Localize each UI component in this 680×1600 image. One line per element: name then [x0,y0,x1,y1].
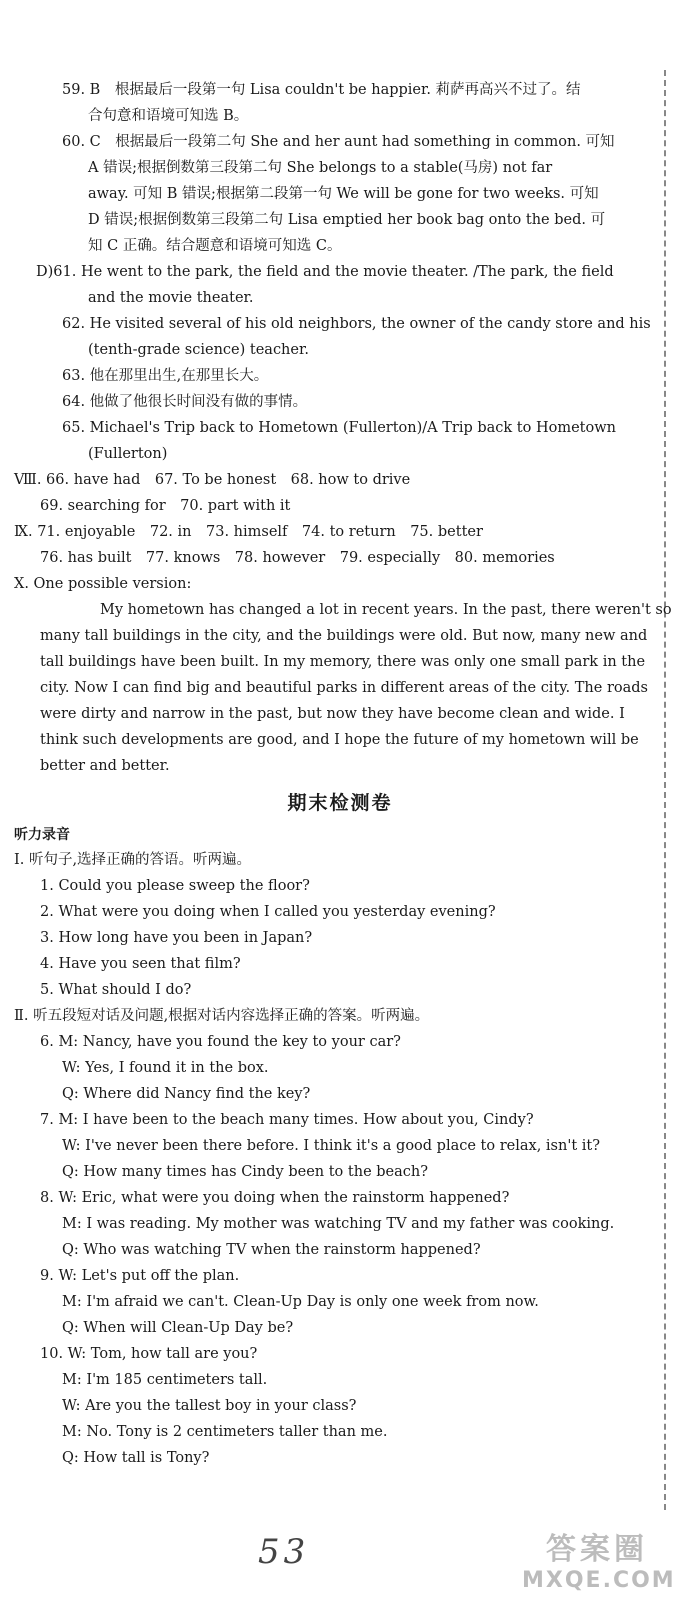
section-8-line-1: Ⅷ. 66. have had 67. To be honest 68. how to drive [14,472,411,488]
dialogue-line: Q: When will Clean-Up Day be? [62,1320,294,1336]
essay-line-4: city. Now I can find big and beautiful parks in different areas of the city. The roads [40,680,648,696]
answer-64: 64. 他做了他很长时间没有做的事情。 [62,394,308,410]
essay-line-6: think such developments are good, and I hope the future of my hometown will be [40,732,639,748]
dialogue-line: Q: Who was watching TV when the rainstorm happened? [62,1242,481,1258]
dialogue-line: W: Are you the tallest boy in your class? [62,1398,357,1414]
listening-item: 5. What should I do? [40,982,192,998]
section-10-label: Ⅹ. One possible version: [14,576,192,592]
essay-line-1: My hometown has changed a lot in recent years. In the past, there weren't so [100,602,672,618]
section-8-line-2: 69. searching for 70. part with it [40,498,291,514]
dialogue-line: M: No. Tony is 2 centimeters taller than me. [62,1424,388,1440]
answer-59-line-2: 合句意和语境可知选 B。 [88,108,249,124]
page-number: 53 [258,1532,310,1572]
section-9-line-2: 76. has built 77. knows 78. however 79. especially 80. memories [40,550,555,566]
listening-item: 2. What were you doing when I called you yesterday evening? [40,904,496,920]
watermark-logo [522,1524,676,1594]
listening-item: 4. Have you seen that film? [40,956,241,972]
answer-62-line-1: 62. He visited several of his old neighbors, the owner of the candy store and his [62,316,651,332]
listening-item: 3. How long have you been in Japan? [40,930,313,946]
answer-60-line-1: 60. C 根据最后一段第二句 She and her aunt had something in common. 可知 [62,134,615,150]
essay-line-7: better and better. [40,758,170,774]
dialogue-line: Q: Where did Nancy find the key? [62,1086,311,1102]
exam-heading: 期末检测卷 [287,792,393,814]
answer-60-line-2: A 错误;根据倒数第三段第二句 She belongs to a stable(马房) not far [88,160,553,176]
answer-61-line-2: and the movie theater. [88,290,254,306]
listening-label: 听力录音 [14,827,70,843]
dialogue-line: Q: How tall is Tony? [62,1450,210,1466]
answer-62-line-2: (tenth-grade science) teacher. [88,342,309,358]
listening-part-1-instruction: Ⅰ. 听句子,选择正确的答语。听两遍。 [14,852,252,868]
essay-line-5: were dirty and narrow in the past, but now they have become clean and wide. I [40,706,625,722]
dialogue-line: W: I've never been there before. I think it's a good place to relax, isn't it? [62,1138,600,1154]
section-9-line-1: Ⅸ. 71. enjoyable 72. in 73. himself 74. to return 75. better [14,524,483,540]
dialogue-line: M: I'm afraid we can't. Clean-Up Day is only one week from now. [62,1294,539,1310]
answer-61-line-1: D)61. He went to the park, the field and the movie theater. /The park, the field [36,264,614,280]
answer-60-line-3: away. 可知 B 错误;根据第二段第一句 We will be gone for two weeks. 可知 [88,186,599,202]
essay-line-3: tall buildings have been built. In my memory, there was only one small park in the [40,654,646,670]
watermark-title: 答案圈 [546,1532,648,1567]
dialogue-line: 9. W: Let's put off the plan. [40,1268,240,1284]
dialogue-line: M: I'm 185 centimeters tall. [62,1372,268,1388]
answer-65-line-2: (Fullerton) [88,446,168,462]
dialogue-line: W: Yes, I found it in the box. [62,1060,269,1076]
watermark-url: MXQE.COM [522,1568,676,1593]
dialogue-line: 7. M: I have been to the beach many times. How about you, Cindy? [40,1112,534,1128]
answer-59-line-1: 59. B 根据最后一段第一句 Lisa couldn't be happier. 莉萨再高兴不过了。结 [62,82,581,98]
dialogue-line: Q: How many times has Cindy been to the beach? [62,1164,428,1180]
answer-63: 63. 他在那里出生,在那里长大。 [62,368,269,384]
answer-60-line-4: D 错误;根据倒数第三段第二句 Lisa emptied her book bag onto the bed. 可 [88,212,606,228]
answer-65-line-1: 65. Michael's Trip back to Hometown (Fullerton)/A Trip back to Hometown [62,420,616,436]
listening-item: 1. Could you please sweep the floor? [40,878,310,894]
dialogue-line: M: I was reading. My mother was watching TV and my father was cooking. [62,1216,615,1232]
essay-line-2: many tall buildings in the city, and the buildings were old. But now, many new and [40,628,648,644]
dialogue-line: 8. W: Eric, what were you doing when the rainstorm happened? [40,1190,510,1206]
dialogue-line: 10. W: Tom, how tall are you? [40,1346,258,1362]
listening-part-2-instruction: Ⅱ. 听五段短对话及问题,根据对话内容选择正确的答案。听两遍。 [14,1008,430,1024]
answer-60-line-5: 知 C 正确。结合题意和语境可知选 C。 [88,238,342,254]
dialogue-line: 6. M: Nancy, have you found the key to your car? [40,1034,401,1050]
